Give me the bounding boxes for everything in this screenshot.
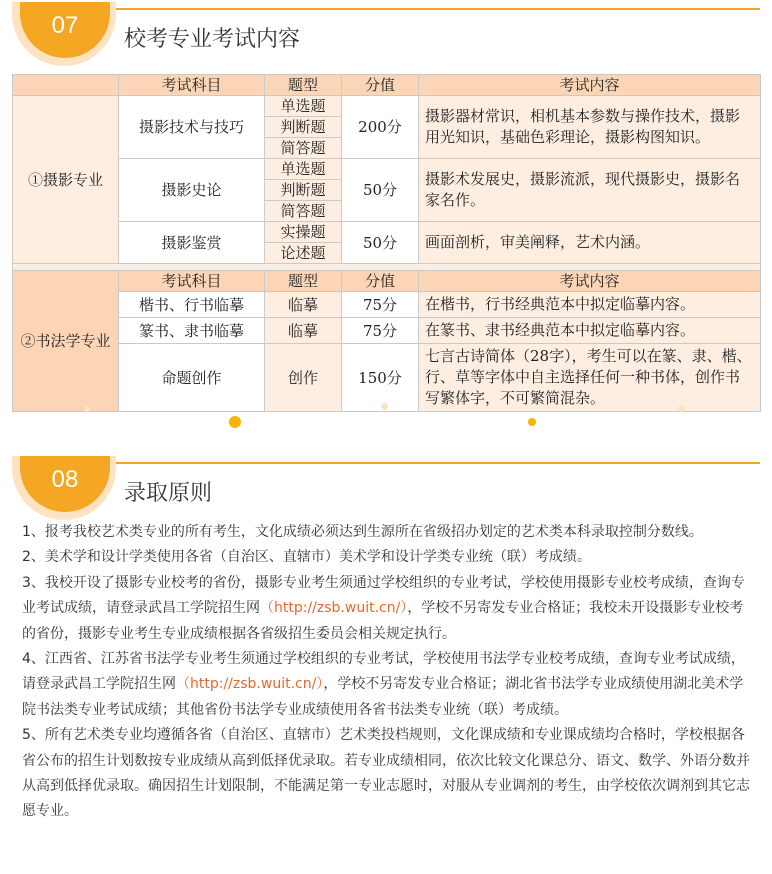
type-cell: 创作	[265, 344, 342, 412]
category-calligraphy: ②书法学专业	[13, 271, 119, 412]
content-cell: 七言古诗简体（28字），考生可以在篆、隶、楷、行、草等字体中自主选择任何一种书体，创作书写繁体字，不可繁简混杂。	[419, 344, 761, 412]
content-cell: 在楷书，行书经典范本中拟定临摹内容。	[419, 292, 761, 318]
table-row	[13, 318, 761, 344]
divider-cell	[13, 264, 761, 271]
section-number-badge: 08	[20, 456, 110, 512]
score-cell: 200分	[342, 96, 419, 159]
principle-4	[22, 647, 757, 723]
table-row	[13, 292, 761, 318]
principle-5: 5、所有艺术类专业均遵循各省（自治区、直辖市）艺术类投档规则，文化课成绩和专业课成绩均合格时，学校根据各省公布的招生计划数按专业成绩从高到低择优录取。若专业成绩相同，依次比较文化课总分、语文、数学、外语分数并从高到低择优录取。确因招生计划限制，不能满足第一专业志愿时，对服从专业调剂的考生，由学校依次调剂到其它志愿专业。	[22, 727, 750, 820]
header-blank	[13, 75, 119, 96]
subject-cell: 摄影史论	[119, 159, 265, 222]
subject-cell: 篆书、隶书临摹	[119, 318, 265, 344]
decor-dot	[528, 418, 536, 426]
type-cell: 单选题	[265, 96, 342, 117]
header-subject: 考试科目	[119, 271, 265, 292]
content-cell: 摄影术发展史，摄影流派，现代摄影史，摄影名家名作。	[419, 159, 761, 222]
type-cell: 判断题	[265, 117, 342, 138]
score-cell: 50分	[342, 222, 419, 264]
header-rule	[108, 462, 760, 464]
header-score: 分值	[342, 271, 419, 292]
subject-cell: 楷书、行书临摹	[119, 292, 265, 318]
type-cell: 简答题	[265, 138, 342, 159]
exam-content-table	[12, 74, 761, 412]
principle-3-text-cont: ，学校不另寄发专业合格证；我校未开设摄影专业校考的省份，摄影专业考生专业成绩根据各省级招生委员会相关规定执行。	[22, 600, 744, 642]
type-cell: 临摹	[265, 318, 342, 344]
type-cell: 临摹	[265, 292, 342, 318]
type-cell: 简答题	[265, 201, 342, 222]
group-divider	[13, 264, 761, 271]
decor-dot	[84, 406, 90, 412]
score-cell: 150分	[342, 344, 419, 412]
header-type: 题型	[265, 75, 342, 96]
section-number-badge: 07	[20, 2, 110, 58]
table-row	[13, 159, 761, 180]
score-cell: 75分	[342, 292, 419, 318]
type-cell: 判断题	[265, 180, 342, 201]
admission-principles	[22, 520, 757, 825]
principle-3-text: 3、我校开设了摄影专业校考的省份，摄影专业考生须通过学校组织的专业考试，学校使用摄影专业校考成绩，查询专业考试成绩，请登录武昌工学院招生网	[22, 574, 745, 617]
principle-4-text-cont: ，学校不另寄发专业合格证；湖北省书法学专业成绩使用湖北美术学院书法类专业考试成绩；其他省份书法学专业成绩使用各省书法类专业统（联）考成绩。	[22, 676, 744, 718]
score-cell: 50分	[342, 159, 419, 222]
section-08-header	[12, 462, 760, 522]
header-content: 考试内容	[419, 75, 761, 96]
table-header-row	[13, 271, 761, 292]
table-row	[13, 344, 761, 412]
header-type: 题型	[265, 271, 342, 292]
principle-2: 2、美术学和设计学类使用各省（自治区、直辖市）美术学和设计学类专业统（联）考成绩。	[22, 549, 591, 566]
decor-dot	[678, 405, 685, 412]
table-header-row	[13, 75, 761, 96]
section-title: 校考专业考试内容	[124, 27, 301, 52]
subject-cell: 摄影技术与技巧	[119, 96, 265, 159]
header-score: 分值	[342, 75, 419, 96]
header-subject: 考试科目	[119, 75, 265, 96]
content-cell: 摄影器材常识，相机基本参数与操作技术，摄影用光知识，基础色彩理论，摄影构图知识。	[419, 96, 761, 159]
admissions-link[interactable]: （http://zsb.wuit.cn/）	[260, 600, 408, 617]
header-content: 考试内容	[419, 271, 761, 292]
category-photography: ①摄影专业	[13, 96, 119, 264]
subject-cell: 摄影鉴赏	[119, 222, 265, 264]
subject-cell: 命题创作	[119, 344, 265, 412]
decor-dot	[229, 416, 241, 428]
principle-1: 1、报考我校艺术类专业的所有考生，文化成绩必须达到生源所在省级招办划定的艺术类本科录取控制分数线。	[22, 524, 703, 540]
principle-3	[22, 571, 757, 647]
decor-dot	[381, 403, 388, 410]
table-row	[13, 222, 761, 243]
header-rule	[108, 8, 760, 10]
admissions-link[interactable]: （http://zsb.wuit.cn/）	[176, 676, 324, 693]
content-cell: 画面剖析，审美阐释，艺术内涵。	[419, 222, 761, 264]
type-cell: 单选题	[265, 159, 342, 180]
principle-4-text: 4、江西省、江苏省书法学专业考生须通过学校组织的专业考试，学校使用书法学专业校考成绩，查询专业考试成绩，请登录武昌工学院招生网	[22, 651, 745, 693]
section-title: 录取原则	[124, 481, 213, 506]
type-cell: 实操题	[265, 222, 342, 243]
table-row	[13, 96, 761, 117]
type-cell: 论述题	[265, 243, 342, 264]
section-07-header	[12, 8, 760, 68]
content-cell: 在篆书、隶书经典范本中拟定临摹内容。	[419, 318, 761, 344]
score-cell: 75分	[342, 318, 419, 344]
